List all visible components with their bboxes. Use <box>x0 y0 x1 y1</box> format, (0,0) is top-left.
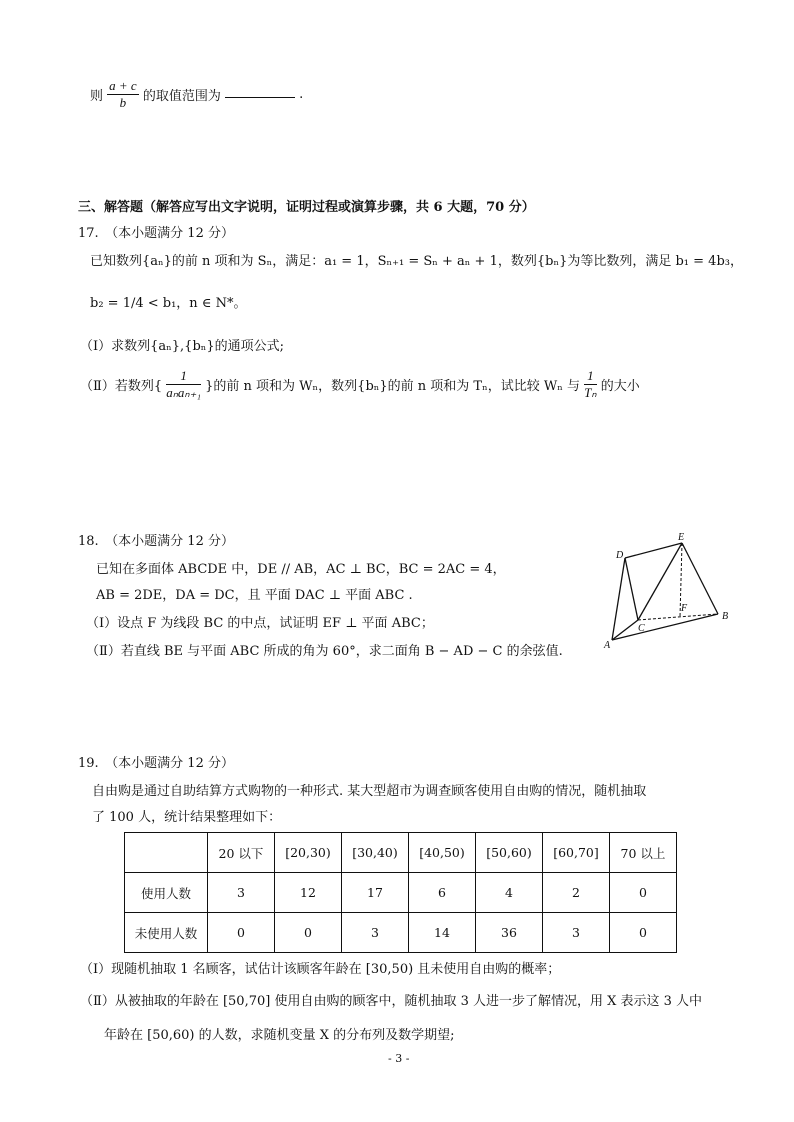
polyhedron-figure <box>600 528 740 653</box>
table-cell: 3 <box>543 913 610 953</box>
q18-header: 18. （本小题满分 12 分） <box>78 534 234 549</box>
table-cell: 使用人数 <box>125 873 208 913</box>
q19-header: 19. （本小题满分 12 分） <box>78 756 234 771</box>
q17-part2-fraction-den: aₙaₙ₊₁ <box>166 385 201 400</box>
q17-part2-c: 的大小 <box>600 379 640 394</box>
table-header-cell: [40,50) <box>409 833 476 873</box>
table-header-cell: 20 以下 <box>208 833 275 873</box>
top-fraction-numerator: a + c <box>109 78 137 93</box>
q19-line1: 自由购是通过自助结算方式购物的一种形式. 某大型超市为调查顾客使用自由购的情况，随机抽取 <box>92 784 647 799</box>
q17-part2-fraction <box>166 368 201 401</box>
table-header-cell: [50,60) <box>476 833 543 873</box>
q17-line1: 已知数列{aₙ}的前 n 项和为 Sₙ，满足：a₁ = 1，Sₙ₊₁ = Sₙ + aₙ + 1，数列{bₙ}为等比数列，满足 b₁ = 4b₃， <box>90 254 743 269</box>
q19-part1: （Ⅰ）现随机抽取 1 名顾客，试估计该顾客年龄在 [30,50) 且未使用自由购的概率； <box>80 962 561 977</box>
table-header-row <box>125 833 677 873</box>
label-A: A <box>604 640 611 651</box>
table-cell: 0 <box>208 913 275 953</box>
q17-part1: （Ⅰ）求数列{aₙ},{bₙ}的通项公式; <box>80 339 285 354</box>
label-E: E <box>678 532 685 543</box>
top-period: . <box>299 87 304 102</box>
label-F: F <box>681 603 688 614</box>
q17-part2 <box>80 368 640 401</box>
survey-table <box>124 832 677 953</box>
top-suffix: 的取值范围为 <box>142 89 221 104</box>
table-cell: 2 <box>543 873 610 913</box>
table-header-cell: [60,70] <box>543 833 610 873</box>
table-header-cell <box>125 833 208 873</box>
table-cell: 未使用人数 <box>125 913 208 953</box>
table-cell: 3 <box>342 913 409 953</box>
q17-line2: b₂ = 1/4 < b₁，n ∈ N*。 <box>90 296 247 311</box>
q19-line2: 了 100 人，统计结果整理如下： <box>92 810 282 825</box>
table-cell: 3 <box>208 873 275 913</box>
q19-part2-line2: 年龄在 [50,60) 的人数，求随机变量 X 的分布列及数学期望; <box>104 1028 455 1043</box>
top-prefix: 则 <box>90 89 104 104</box>
table-cell: 4 <box>476 873 543 913</box>
table-cell: 0 <box>610 873 677 913</box>
table-row <box>125 873 677 913</box>
q17-part2-fraction2-num: 1 <box>584 368 596 385</box>
q17-part2-fraction2 <box>584 368 596 401</box>
q18-part1: （Ⅰ）设点 F 为线段 BC 的中点，试证明 EF ⊥ 平面 ABC； <box>86 616 434 631</box>
top-fraction <box>107 78 139 111</box>
label-D: D <box>616 550 624 561</box>
table-header-cell: [20,30) <box>275 833 342 873</box>
section-heading: 三、解答题（解答应写出文字说明，证明过程或演算步骤，共 6 大题，70 分） <box>78 200 535 215</box>
q19-part2-line1: （Ⅱ）从被抽取的年龄在 [50,70] 使用自由购的顾客中，随机抽取 3 人进一步了解情况，用 X 表示这 3 人中 <box>80 994 703 1009</box>
table-header-cell: [30,40) <box>342 833 409 873</box>
top-answer-line <box>90 78 303 111</box>
label-C: C <box>638 623 645 634</box>
table-row <box>125 913 677 953</box>
q18-line1: 已知在多面体 ABCDE 中，DE // AB，AC ⊥ BC，BC = 2AC = 4， <box>96 562 506 577</box>
table-header-cell: 70 以上 <box>610 833 677 873</box>
q17-part2-fraction2-den: Tₙ <box>584 385 597 400</box>
table-cell: 17 <box>342 873 409 913</box>
table-cell: 6 <box>409 873 476 913</box>
q18-line2: AB = 2DE，DA = DC，且 平面 DAC ⊥ 平面 ABC . <box>96 588 413 603</box>
table-cell: 14 <box>409 913 476 953</box>
q17-part2-fraction-num: 1 <box>166 368 201 385</box>
top-fraction-denominator: b <box>119 95 127 110</box>
answer-blank[interactable] <box>225 85 295 98</box>
table-cell: 0 <box>610 913 677 953</box>
page-number: - 3 - <box>388 1052 410 1065</box>
label-B: B <box>722 611 729 622</box>
q17-part2-a: （Ⅱ）若数列{ <box>80 379 163 394</box>
table-cell: 12 <box>275 873 342 913</box>
table-cell: 36 <box>476 913 543 953</box>
q18-part2: （Ⅱ）若直线 BE 与平面 ABC 所成的角为 60°，求二面角 B − AD − C 的余弦值. <box>86 644 563 659</box>
q17-part2-b: }的前 n 项和为 Wₙ，数列{bₙ}的前 n 项和为 Tₙ，试比较 Wₙ 与 <box>205 379 580 394</box>
table-cell: 0 <box>275 913 342 953</box>
q17-header: 17. （本小题满分 12 分） <box>78 226 234 241</box>
